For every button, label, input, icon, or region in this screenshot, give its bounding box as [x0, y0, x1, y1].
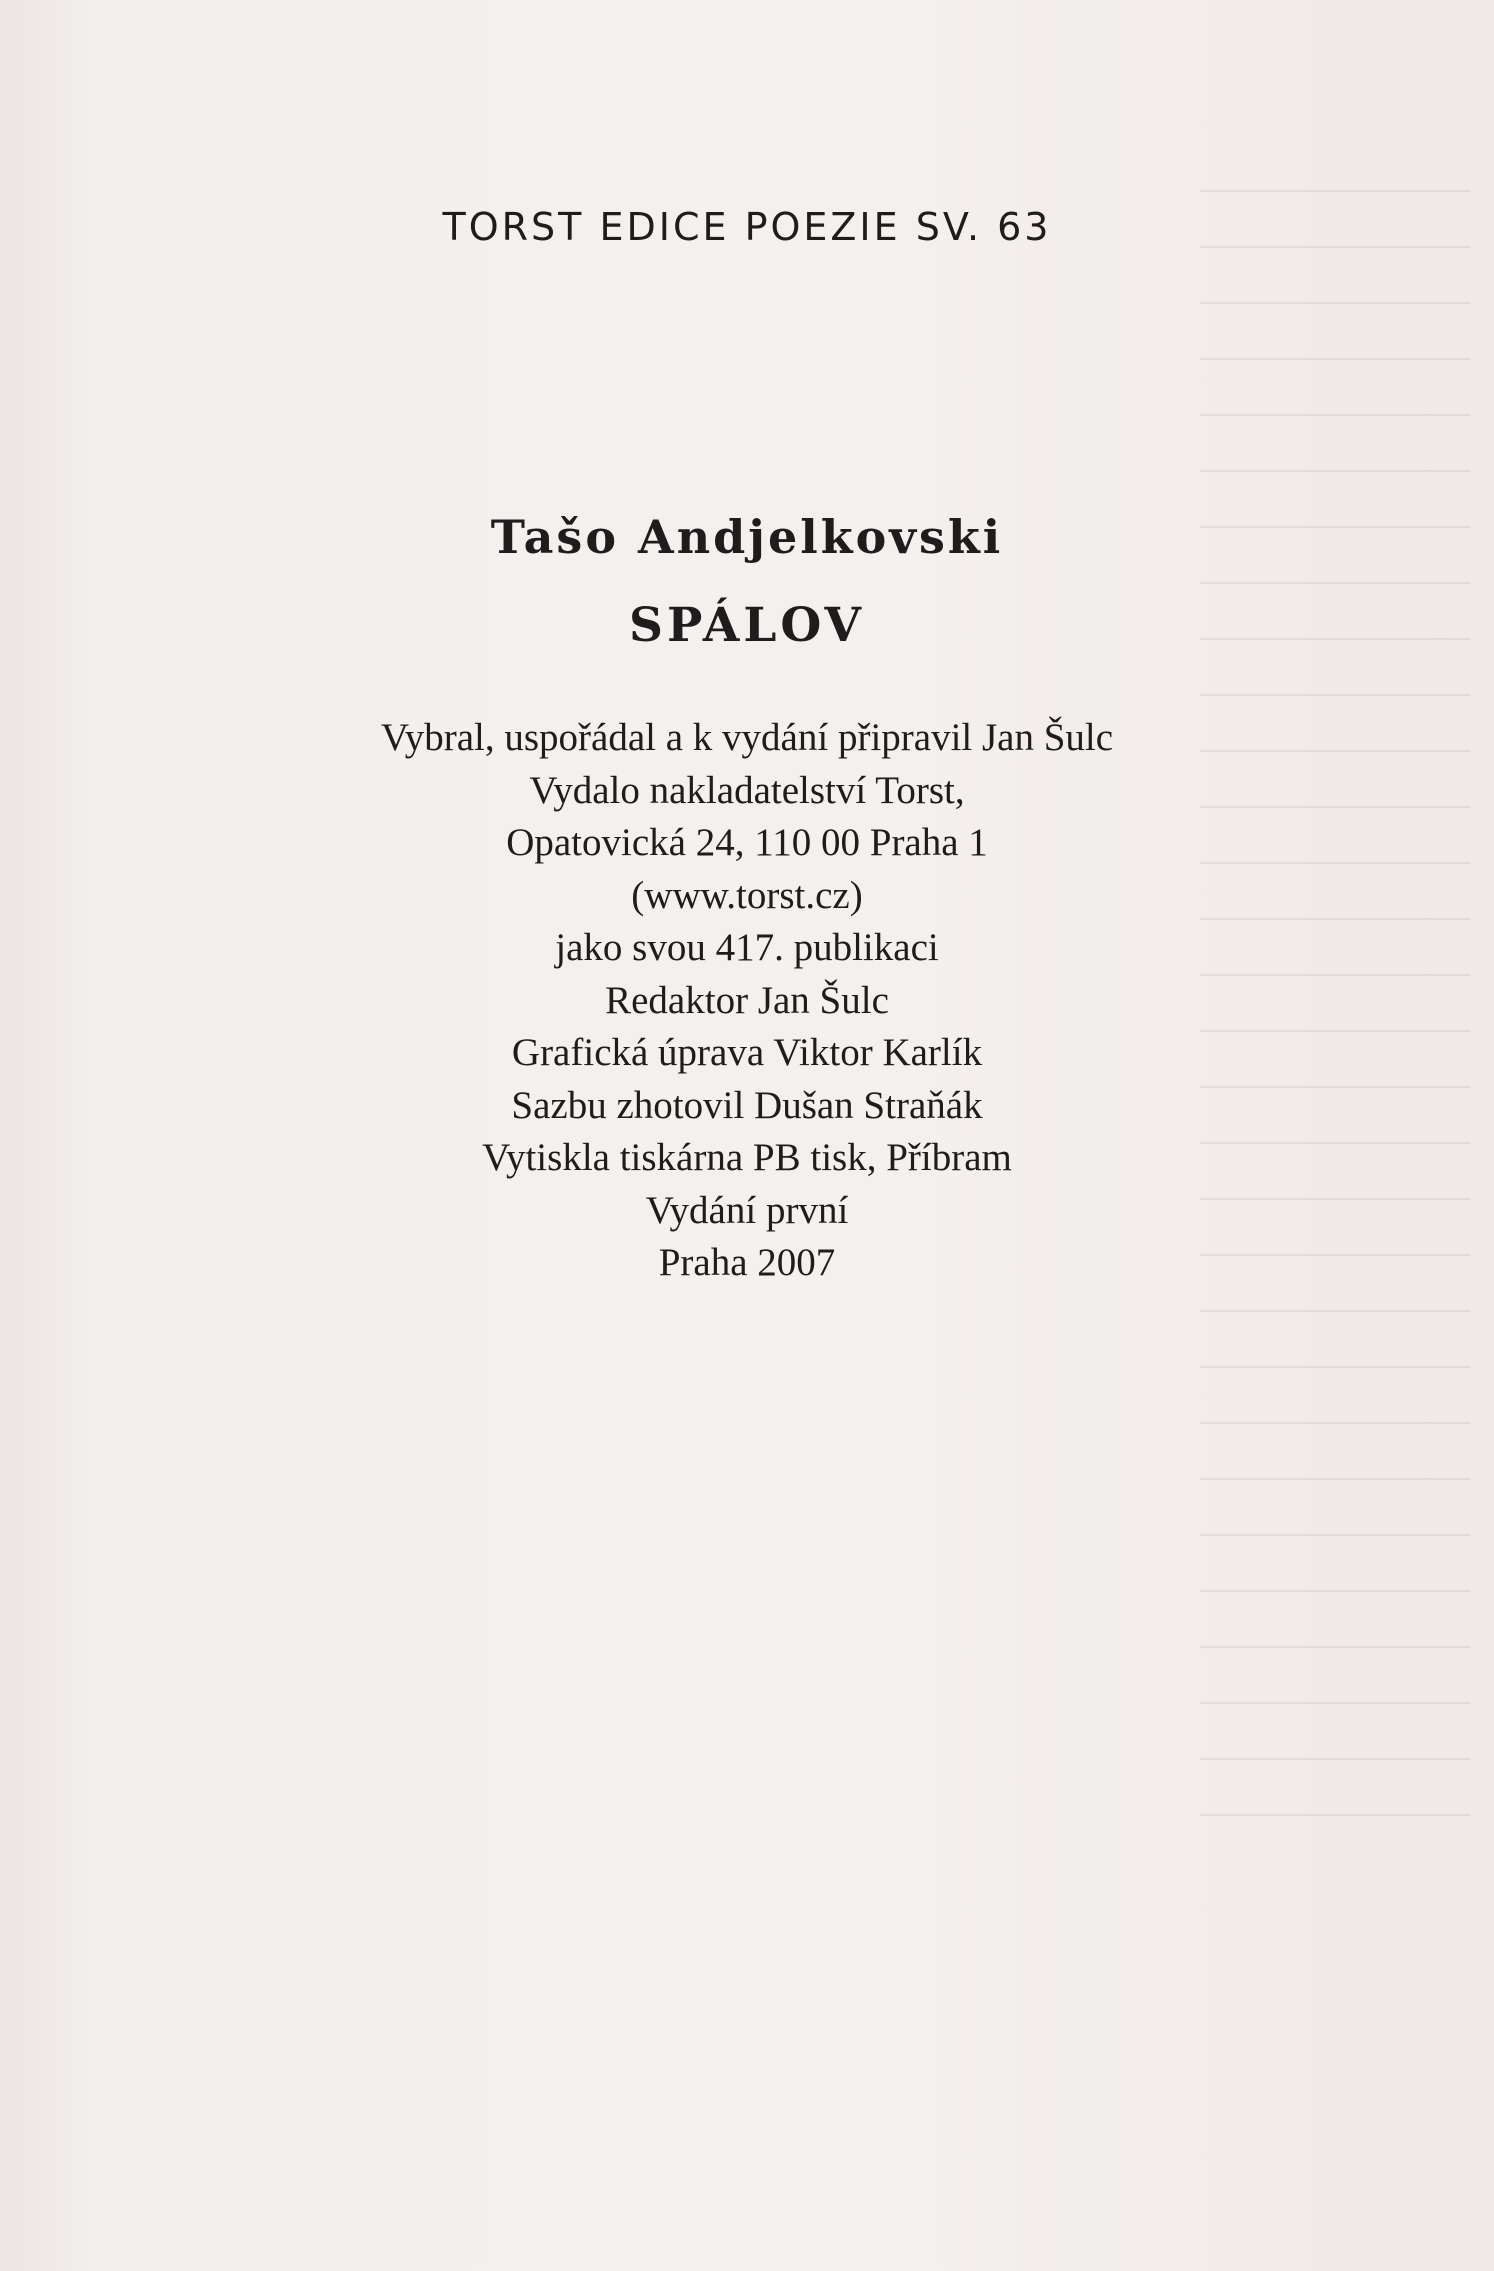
series-heading: TORST EDICE POEZIE SV. 63 — [442, 205, 1052, 249]
colophon — [0, 712, 1494, 1290]
colophon-line: Praha 2007 — [658, 1241, 836, 1284]
colophon-line: Grafická úprava Viktor Karlík — [511, 1031, 983, 1074]
author-name: Tašo Andjelkovski — [490, 510, 1004, 564]
colophon-line: Vytiskla tiskárna PB tisk, Příbram — [482, 1136, 1012, 1179]
colophon-line: Redaktor Jan Šulc — [605, 978, 889, 1022]
colophon-line: Vybral, uspořádal a k vydání připravil Jan Šulc — [380, 716, 1114, 759]
colophon-line: jako svou 417. publikaci — [555, 926, 939, 969]
colophon-line: (www.torst.cz) — [631, 873, 863, 917]
colophon-line: Vydání první — [645, 1188, 849, 1232]
colophon-line: Sazbu zhotovil Dušan Straňák — [511, 1083, 983, 1127]
book-title: SPÁLOV — [629, 598, 865, 653]
colophon-line: Opatovická 24, 110 00 Praha 1 — [506, 821, 988, 864]
colophon-line: Vydalo nakladatelství Torst, — [529, 768, 965, 812]
